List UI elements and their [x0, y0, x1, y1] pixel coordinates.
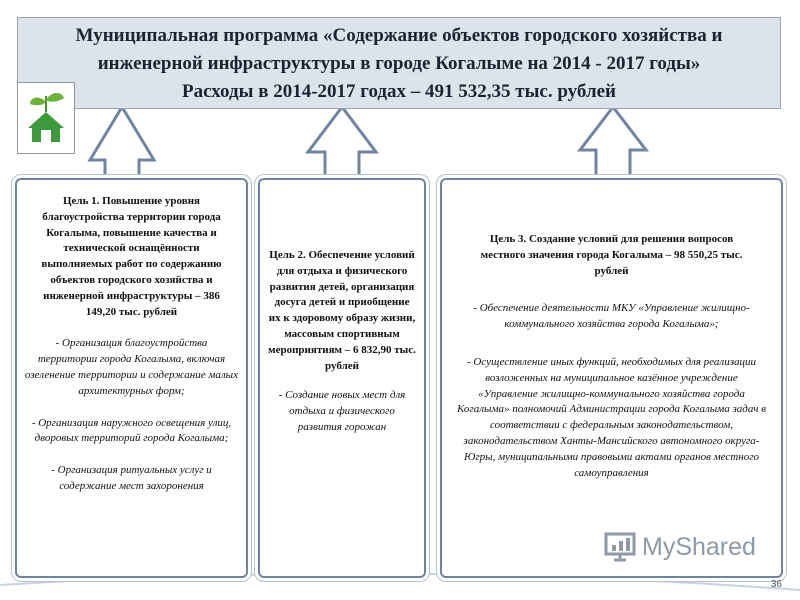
- arrow-goal-2: [308, 107, 376, 178]
- program-header: [17, 17, 781, 109]
- page-number: 36: [770, 579, 782, 590]
- goal-3-title: Цель 3. Создание условий для решения вопросов местного значения города Когалыма – 98 550,25 тыс. рублей: [480, 233, 743, 277]
- goal-2-title: Цель 2. Обеспечение условий для отдыха и физического развития детей, организация досуга детей и приобщение их к здоровому образу жизни, массовым спортивным мероприятиям – 6 832,90 тыс. рублей: [268, 249, 416, 372]
- arrow-goal-1: [90, 107, 154, 178]
- goal-2-card: [258, 178, 426, 578]
- goal-1-item: - Организация благоустройства территории города Когалыма, включая озеленение территории и содержание малых архитектурных форм;: [25, 337, 239, 397]
- eco-house-icon: [24, 90, 68, 146]
- goal-3-item: - Осуществление иных функций, необходимых для реализации возложенных на муниципальное казённое учреждение «Управление жилищно-коммунального хозяйства города Когалыма» полномочий Администрации города Когалыма задач в соответствии с федеральным законодательством, законодательством Ханты-Мансийского автономного округа-Югры, муниципальными правовыми актами органов местного самоуправления: [457, 355, 766, 479]
- watermark: [604, 532, 756, 562]
- arrow-goal-3: [580, 107, 646, 178]
- header-line-3: Расходы в 2014-2017 годах – 491 532,35 тыс. рублей: [181, 81, 616, 102]
- header-line-2: инженерной инфраструктуры в городе Когалыме на 2014 - 2017 годы»: [97, 53, 701, 74]
- eco-house-logo: [17, 82, 75, 154]
- watermark-text: MyShared: [642, 532, 756, 561]
- goal-1-card: [15, 178, 248, 578]
- goal-3-item: - Обеспечение деятельности МКУ «Управление жилищно-коммунального хозяйства города Когалыма»;: [473, 302, 750, 331]
- goal-1-item: - Организация ритуальных услуг и содержание мест захоронения: [51, 464, 212, 492]
- goal-3-card: [440, 178, 783, 578]
- goal-2-item: - Создание новых мест для отдыха и физического развития горожан: [278, 389, 406, 433]
- goal-1-item: - Организация наружного освещения улиц, дворовых территорий города Когалыма;: [31, 416, 232, 445]
- header-line-1: Муниципальная программа «Содержание объектов городского хозяйства и: [75, 25, 723, 46]
- goal-1-title: Цель 1. Повышение уровня благоустройства территории города Когалыма, повышение качества и технической оснащённости выполняемых работ по содержанию объектов городского хозяйства и инженерной инфраструктуры – 386 149,20 тыс. рублей: [41, 195, 222, 318]
- presentation-icon: [604, 532, 638, 562]
